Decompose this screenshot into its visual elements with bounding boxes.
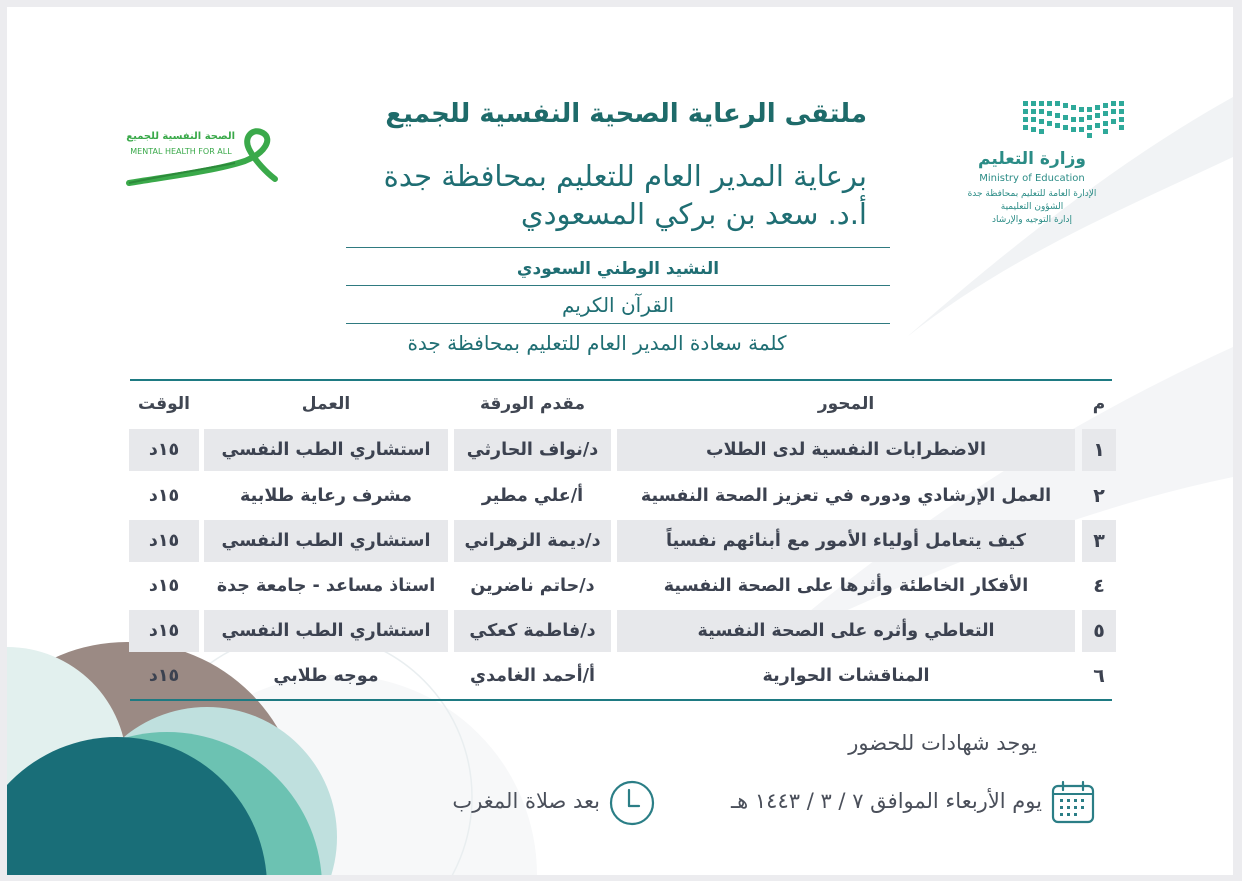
cell-job: استشاري الطب النفسي [204, 610, 448, 652]
ministry-dots-emblem [937, 99, 1127, 143]
header-job: العمل [301, 394, 351, 414]
table-top-border [130, 379, 1112, 381]
cell-num: ١ [1082, 429, 1116, 471]
cell-presenter: أ/علي مطير [481, 486, 584, 506]
ministry-subline-1: الإدارة العامة للتعليم بمحافظة جدة [967, 189, 1097, 199]
event-title: ملتقى الرعاية الصحية النفسية للجميع [385, 99, 867, 129]
cell-num: ٣ [1082, 520, 1116, 562]
cell-topic: المناقشات الحوارية [762, 666, 930, 686]
cell-time: ١٥د [129, 610, 199, 652]
program-item-quran: القرآن الكريم [561, 293, 674, 317]
header-time: الوقت [138, 394, 190, 414]
cell-num: ٥ [1082, 610, 1116, 652]
ribbon-icon [125, 127, 285, 189]
program-divider [346, 323, 890, 324]
cell-topic: العمل الإرشادي ودوره في تعزيز الصحة النفسية [640, 486, 1052, 506]
clock-icon [608, 779, 656, 827]
header-presenter: مقدم الورقة [479, 394, 586, 414]
ministry-subline-3: إدارة التوجيه والإرشاد [991, 215, 1073, 225]
cell-time: ١٥د [148, 486, 180, 506]
campaign-logo [125, 127, 285, 189]
certificates-note: يوجد شهادات للحضور [848, 731, 1037, 755]
cell-num: ٦ [1093, 665, 1105, 687]
cell-job: استشاري الطب النفسي [204, 429, 448, 471]
program-item-anthem: النشيد الوطني السعودي [516, 259, 720, 279]
ministry-subline-2: الشؤون التعليمية [1000, 202, 1064, 212]
cell-time: ١٥د [148, 666, 180, 686]
cell-time: ١٥د [129, 429, 199, 471]
table-bottom-border [130, 699, 1112, 701]
cell-time: ١٥د [148, 576, 180, 596]
invitation-card [7, 7, 1233, 875]
cell-time: ١٥د [129, 520, 199, 562]
cell-presenter: د/نواف الحارثي [454, 429, 611, 471]
sponsor-line: برعاية المدير العام للتعليم بمحافظة جدة [383, 159, 867, 193]
cell-topic: الاضطرابات النفسية لدى الطلاب [617, 429, 1075, 471]
calendar-icon [1050, 779, 1096, 825]
sponsor-name: أ.د. سعد بن بركي المسعودي [520, 197, 867, 231]
ministry-logo [937, 99, 1127, 239]
cell-presenter: د/ديمة الزهراني [454, 520, 611, 562]
program-divider [346, 285, 890, 286]
cell-num: ٤ [1093, 575, 1105, 597]
cell-presenter: د/حاتم ناضرين [470, 576, 595, 596]
event-time: بعد صلاة المغرب [452, 789, 600, 813]
ministry-arabic-name: وزارة التعليم [978, 149, 1086, 169]
header-num: م [1092, 394, 1106, 414]
cell-presenter: د/فاطمة كعكي [454, 610, 611, 652]
cell-job: موجه طلابي [273, 666, 379, 686]
cell-job: استاذ مساعد - جامعة جدة [216, 576, 436, 596]
cell-topic: التعاطي وأثره على الصحة النفسية [617, 610, 1075, 652]
campaign-arabic: الصحة النفسية للجميع [126, 131, 235, 142]
header-topic: المحور [817, 394, 875, 414]
cell-num: ٢ [1093, 485, 1105, 507]
cell-presenter: أ/أحمد الغامدي [470, 666, 595, 686]
program-divider [346, 247, 890, 248]
cell-topic: الأفكار الخاطئة وأثرها على الصحة النفسية [663, 576, 1029, 596]
event-date: يوم الأربعاء الموافق ٧ / ٣ / ١٤٤٣ هـ [731, 789, 1042, 813]
ministry-english-name: Ministry of Education [979, 173, 1085, 184]
cell-job: استشاري الطب النفسي [204, 520, 448, 562]
cell-topic: كيف يتعامل أولياء الأمور مع أبنائهم نفسياً [617, 520, 1075, 562]
cell-job: مشرف رعاية طلابية [240, 486, 412, 506]
campaign-english: MENTAL HEALTH FOR ALL [130, 147, 232, 156]
program-item-speech: كلمة سعادة المدير العام للتعليم بمحافظة جدة [407, 331, 787, 355]
